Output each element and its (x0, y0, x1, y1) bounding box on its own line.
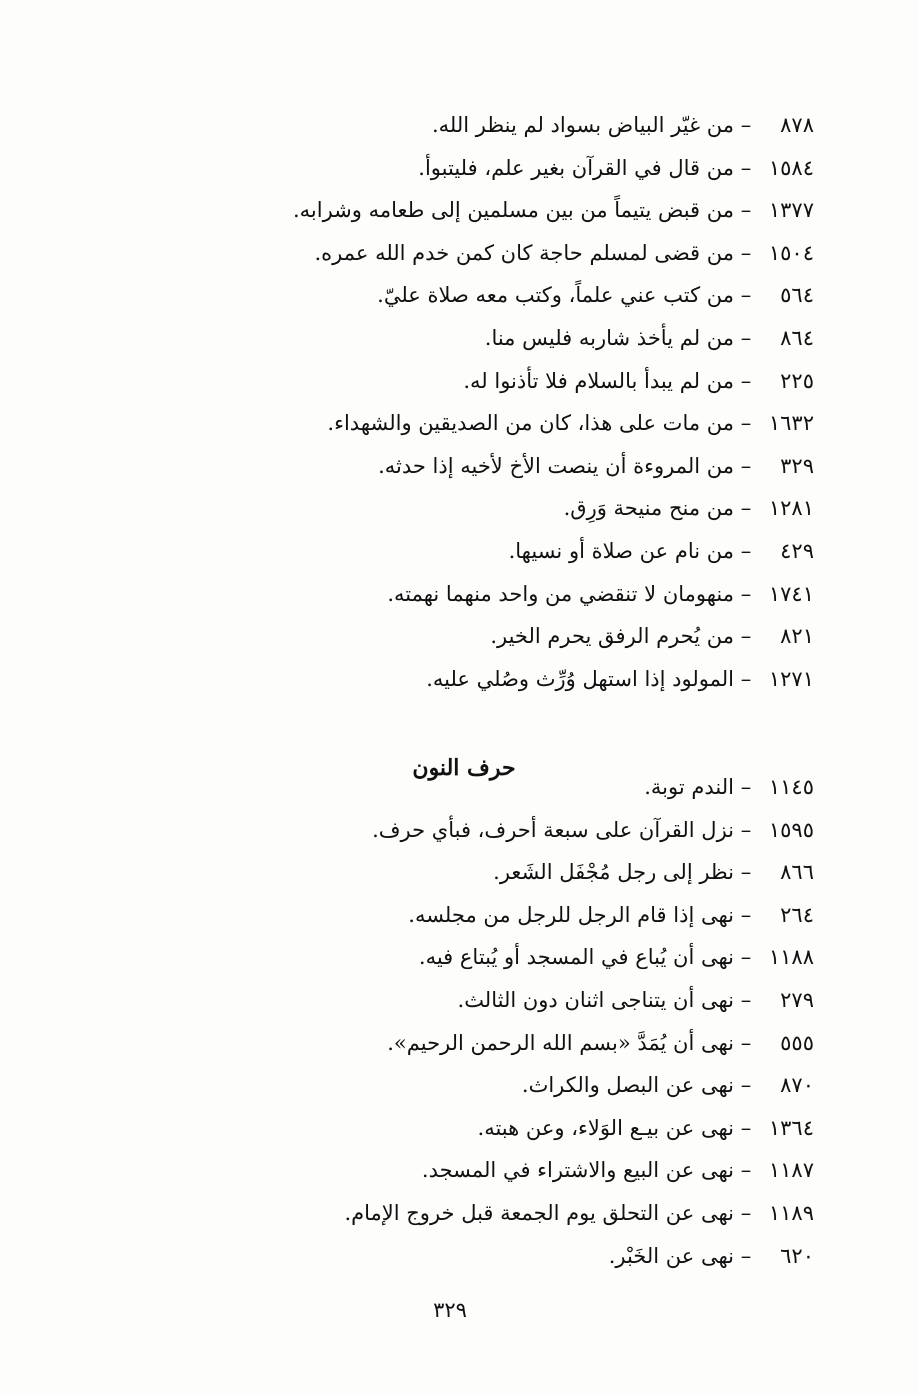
hadith-index-list-mim (214, 104, 814, 700)
entry-text: نهى أن يُمَدَّ «بسم الله الرحمن الرحيم». (387, 1030, 734, 1055)
entry-dash: – (740, 496, 752, 521)
entry-number: ١٣٦٤ (768, 1115, 814, 1140)
index-entry (214, 766, 814, 809)
index-entry (214, 360, 814, 403)
entry-text: نزل القرآن على سبعة أحرف، فبأي حرف. (372, 817, 734, 842)
entry-dash: – (740, 325, 752, 350)
entry-dash: – (740, 240, 752, 265)
entry-number: ٢٦٤ (780, 902, 814, 927)
section-heading: حرف النون (412, 755, 516, 781)
entry-dash: – (740, 198, 752, 223)
index-entry (214, 658, 814, 701)
index-entry (214, 274, 814, 317)
entry-number: ٤٢٩ (780, 538, 814, 563)
entry-number: ١٢٧١ (768, 666, 814, 691)
entry-number: ١٧٤١ (768, 581, 814, 606)
entry-dash: – (740, 283, 752, 308)
entry-text: الندم توبة. (644, 775, 734, 799)
entry-dash: – (740, 538, 752, 563)
entry-number: ١٣٧٧ (768, 198, 814, 223)
index-entry (214, 189, 814, 232)
entry-text: من لم يأخذ شاربه فليس منا. (484, 325, 734, 350)
entry-dash: – (740, 155, 752, 180)
entry-number: ١١٨٨ (768, 945, 814, 970)
index-entry (214, 104, 814, 147)
entry-dash: – (740, 113, 752, 137)
entry-dash: – (740, 411, 752, 436)
index-entry (214, 1064, 814, 1107)
entry-dash: – (740, 1158, 752, 1183)
entry-text: من مات على هذا، كان من الصديقين والشهداء. (327, 411, 734, 436)
index-entry (214, 445, 814, 488)
entry-number: ١٦٣٢ (768, 411, 814, 436)
entry-dash: – (740, 1030, 752, 1055)
index-entry (214, 402, 814, 445)
index-entry (214, 1149, 814, 1192)
entry-text: من منح منيحة وَرِق. (563, 496, 734, 521)
entry-number: ١١٤٥ (768, 775, 814, 799)
page-number: ٣٢٩ (433, 1298, 467, 1322)
entry-text: نهى أن يتناجى اثنان دون الثالث. (457, 987, 734, 1012)
entry-number: ٢٧٩ (780, 987, 814, 1012)
index-entry (214, 317, 814, 360)
index-entry (214, 147, 814, 190)
entry-dash: – (740, 775, 752, 799)
entry-number: ٨٧٠ (780, 1073, 814, 1098)
entry-dash: – (740, 1200, 752, 1225)
index-entry (214, 979, 814, 1022)
entry-dash: – (740, 1243, 752, 1268)
entry-number: ١٢٨١ (768, 496, 814, 521)
entry-number: ١٥٠٤ (768, 240, 814, 265)
entry-dash: – (740, 453, 752, 478)
entry-number: ٨٦٤ (780, 325, 814, 350)
entry-dash: – (740, 987, 752, 1012)
entry-text: من لم يبدأ بالسلام فلا تأذنوا له. (463, 368, 734, 393)
entry-dash: – (740, 860, 752, 885)
entry-number: ١٥٨٤ (768, 155, 814, 180)
entry-number: ١١٨٩ (768, 1200, 814, 1225)
entry-text: من نام عن صلاة أو نسيها. (508, 538, 734, 563)
entry-number: ٨٢١ (780, 624, 814, 649)
index-entry (214, 936, 814, 979)
index-entry (214, 1192, 814, 1235)
index-entry (214, 1235, 814, 1278)
entry-text: من قبض يتيماً من بين مسلمين إلى طعامه وشرابه. (292, 198, 734, 223)
entry-dash: – (740, 666, 752, 691)
entry-text: نهى عن البيع والاشتراء في المسجد. (421, 1158, 734, 1183)
entry-number: ٣٢٩ (780, 453, 814, 478)
entry-text: من قضى لمسلم حاجة كان كمن خدم الله عمره. (314, 240, 734, 265)
entry-dash: – (740, 1115, 752, 1140)
entry-text: نهى عن التحلق يوم الجمعة قبل خروج الإمام. (344, 1200, 734, 1225)
entry-number: ١٥٩٥ (768, 817, 814, 842)
index-entry (214, 615, 814, 658)
entry-text: نهى عن بيـع الوَلاء، وعن هبته. (477, 1115, 734, 1140)
entry-number: ١١٨٧ (768, 1158, 814, 1183)
entry-text: نهى عن البصل والكراث. (521, 1073, 734, 1098)
entry-dash: – (740, 902, 752, 927)
entry-dash: – (740, 817, 752, 842)
index-entry (214, 1022, 814, 1065)
index-entry (214, 809, 814, 852)
index-entry (214, 894, 814, 937)
entry-text: من المروءة أن ينصت الأخ لأخيه إذا حدثه. (378, 453, 734, 478)
hadith-index-list-nun (214, 766, 814, 1277)
index-entry (214, 232, 814, 275)
entry-number: ٥٦٤ (780, 283, 814, 308)
entry-text: المولود إذا استهل وُرِّث وصُلي عليه. (426, 666, 734, 691)
index-entry (214, 487, 814, 530)
entry-dash: – (740, 581, 752, 606)
entry-dash: – (740, 624, 752, 649)
entry-dash: – (740, 368, 752, 393)
entry-text: نظر إلى رجل مُجْفَل الشَعر. (493, 860, 734, 885)
entry-text: نهى عن الخَبْر. (608, 1243, 734, 1268)
entry-text: من قال في القرآن بغير علم، فليتبوأ. (418, 155, 734, 180)
index-entry (214, 851, 814, 894)
entry-text: من غيّر البياض بسواد لم ينظر الله. (432, 113, 734, 137)
entry-number: ٥٥٥ (780, 1030, 814, 1055)
index-entry (214, 573, 814, 616)
entry-text: من كتب عني علماً، وكتب معه صلاة عليّ. (377, 283, 734, 308)
entry-text: منهومان لا تنقضي من واحد منهما نهمته. (387, 581, 734, 606)
entry-text: نهى إذا قام الرجل للرجل من مجلسه. (408, 902, 734, 927)
entry-number: ٦٢٠ (780, 1243, 814, 1268)
entry-number: ٨٧٨ (780, 113, 814, 137)
entry-dash: – (740, 1073, 752, 1098)
entry-text: نهى أن يُباع في المسجد أو يُبتاع فيه. (418, 945, 734, 970)
entry-number: ٨٦٦ (780, 860, 814, 885)
index-entry (214, 1107, 814, 1150)
entry-number: ٢٢٥ (780, 368, 814, 393)
entry-dash: – (740, 945, 752, 970)
index-entry (214, 530, 814, 573)
entry-text: من يُحرم الرفق يحرم الخير. (490, 624, 734, 649)
